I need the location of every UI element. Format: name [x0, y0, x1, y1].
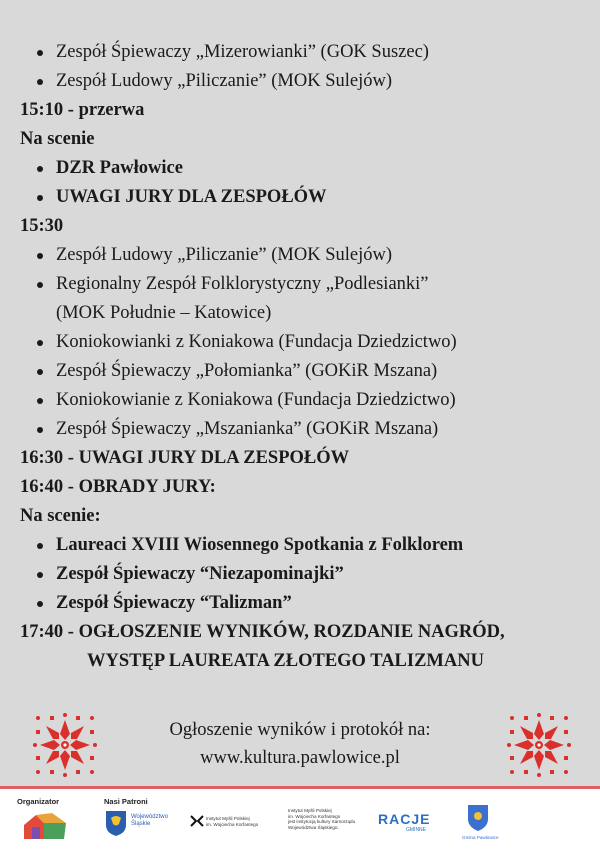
list-item: UWAGI JURY DLA ZESPOŁÓW: [20, 183, 590, 212]
list-item: Zespół Śpiewaczy „Mszanianka” (GOKiR Mszana): [20, 415, 590, 444]
list-item: Zespół Śpiewaczy „Mizerowianki” (GOK Suszec): [20, 38, 590, 67]
bullet: [37, 601, 43, 607]
bullet: [37, 79, 43, 85]
organizer-label: Organizator: [17, 797, 60, 806]
list-item: DZR Pawłowice: [20, 154, 590, 183]
voivodeship-name: Województwo Śląskie: [131, 814, 168, 827]
results-heading-continuation: WYSTĘP LAUREATA ZŁOTEGO TALIZMANU: [87, 651, 484, 671]
bullet: [37, 572, 43, 578]
institute-name: Instytut Myśli Polskiej im. Wojciecha Korfantego: [206, 816, 259, 827]
gmina-coat-of-arms-icon: [467, 804, 489, 832]
organizer-logo-icon: [22, 809, 68, 843]
racje-subtitle: GMINNE: [406, 827, 426, 833]
bullet: [37, 427, 43, 433]
results-heading: 17:40 - OGŁOSZENIE WYNIKÓW, ROZDANIE NAGRÓD,: [20, 622, 505, 642]
list-item: Regionalny Zespół Folklorystyczny „Podlesianki”: [20, 270, 590, 299]
time-heading: 15:30: [20, 216, 64, 236]
stage-heading: Na scenie: [20, 129, 95, 149]
bullet: [37, 543, 43, 549]
gmina-name: Gmina Pawłowice: [462, 835, 499, 840]
jury-deliberation-heading: 16:40 - OBRADY JURY:: [20, 477, 216, 497]
bullet: [37, 398, 43, 404]
voivodeship-coat-of-arms-icon: [104, 809, 128, 837]
bullet: [37, 50, 43, 56]
bullet: [37, 195, 43, 201]
list-item: Koniokowianie z Koniakowa (Fundacja Dziedzictwo): [20, 386, 590, 415]
list-item: Laureaci XVIII Wiosennego Spotkania z Folklorem: [20, 531, 590, 560]
list-item: Zespół Ludowy „Piliczanie” (MOK Sulejów): [20, 241, 590, 270]
bullet: [37, 282, 43, 288]
bullet: [37, 340, 43, 346]
list-item: Zespół Śpiewaczy “Talizman”: [20, 589, 590, 618]
announcement-text: Ogłoszenie wyników i protokół na:: [169, 720, 431, 740]
racje-logo: RACJE: [378, 811, 431, 827]
sponsor-logos-bar: [0, 789, 600, 849]
list-item: Zespół Ludowy „Piliczanie” (MOK Sulejów): [20, 67, 590, 96]
website-link[interactable]: www.kultura.pawlowice.pl: [200, 748, 400, 768]
bullet: [37, 369, 43, 375]
jury-notes-heading: 16:30 - UWAGI JURY DLA ZESPOŁÓW: [20, 448, 350, 468]
stage-heading: Na scenie:: [20, 506, 101, 526]
list-item: Koniokowianki z Koniakowa (Fundacja Dziedzictwo): [20, 328, 590, 357]
patrons-label: Nasi Patroni: [104, 797, 148, 806]
bullet: [37, 253, 43, 259]
list-item: Zespół Śpiewaczy „Połomianka” (GOKiR Mszana): [20, 357, 590, 386]
list-item: Zespół Śpiewaczy “Niezapominajki”: [20, 560, 590, 589]
list-item-continuation: (MOK Południe – Katowice): [56, 303, 272, 323]
institute-logo-icon: [190, 815, 204, 827]
institute-note: Instytut Myśli Polskiej im. Wojciecha Korfantego jest instytucją kultury Samorządu Województwa Śląskiego.: [288, 808, 356, 830]
bullet: [37, 166, 43, 172]
break-heading: 15:10 - przerwa: [20, 100, 145, 120]
program-schedule: [20, 38, 590, 676]
